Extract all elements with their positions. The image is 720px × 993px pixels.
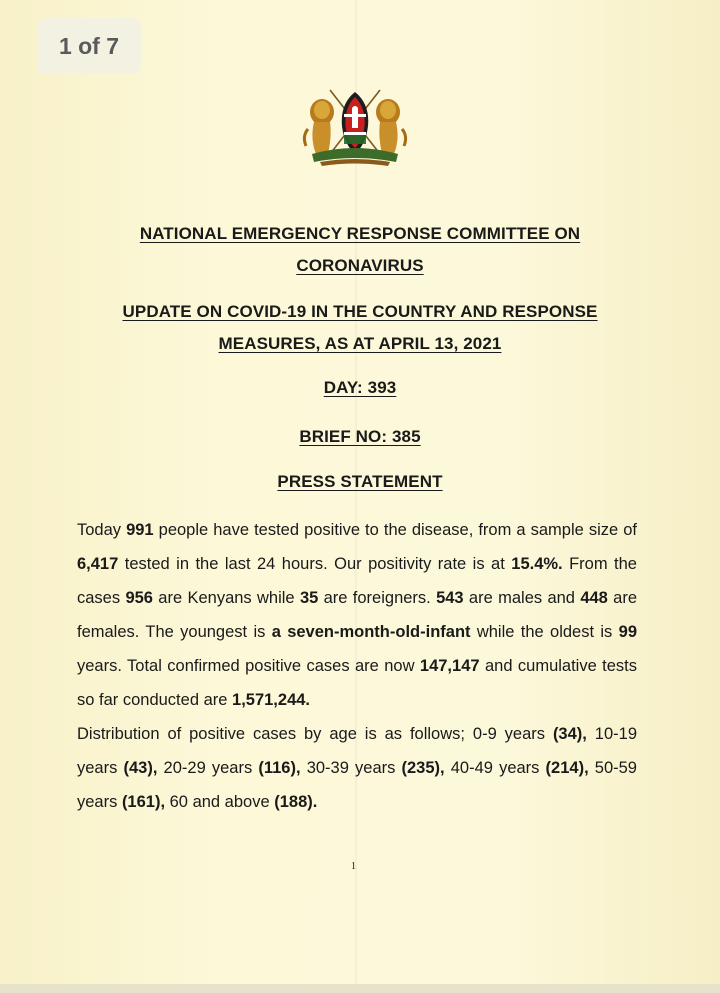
text-run: Distribution of positive cases by age is as follows; xyxy=(77,725,473,743)
age-group-count: (34), xyxy=(552,725,587,743)
kenya-coat-of-arms-icon xyxy=(300,84,410,168)
foreigners-count: 35 xyxy=(299,589,319,607)
text-run: are males and xyxy=(463,589,581,607)
press-statement-title: PRESS STATEMENT xyxy=(277,472,443,491)
age-group-count: (188). xyxy=(274,793,318,811)
youngest-case: a seven-month-old-infant xyxy=(271,623,471,641)
update-title xyxy=(60,296,660,360)
text-run: tested in the last 24 hours. Our positivity rate is at xyxy=(118,555,512,573)
oldest-case: 99 xyxy=(618,623,637,641)
committee-title-line1: NATIONAL EMERGENCY RESPONSE COMMITTEE ON xyxy=(139,224,581,243)
males-count: 543 xyxy=(436,589,464,607)
update-title-line2: MEASURES, AS AT APRIL 13, 2021 xyxy=(218,334,502,353)
positive-count: 991 xyxy=(126,521,154,539)
text-run: are Kenyans while xyxy=(152,589,300,607)
page-indicator-badge xyxy=(37,18,141,74)
age-group-label: 20-29 years xyxy=(157,759,259,777)
committee-title-line2: CORONAVIRUS xyxy=(296,256,424,275)
statement-body xyxy=(77,513,637,819)
kenyans-count: 956 xyxy=(125,589,153,607)
page-indicator-text: 1 of 7 xyxy=(58,32,120,59)
age-group-count: (161), xyxy=(121,793,166,811)
age-group-count: (43), xyxy=(123,759,158,777)
text-run: people have tested positive to the disease, from a sample size of xyxy=(153,521,637,539)
positivity-rate: 15.4%. xyxy=(511,555,563,573)
brief-number: BRIEF NO: 385 xyxy=(299,427,421,446)
update-title-line1: UPDATE ON COVID-19 IN THE COUNTRY AND RESPONSE xyxy=(122,302,598,321)
females-count: 448 xyxy=(580,589,608,607)
cumulative-tests: 1,571,244. xyxy=(232,691,311,709)
bottom-edge xyxy=(0,984,720,993)
day-label: DAY: 393 xyxy=(323,378,397,397)
text-run: are foreigners. xyxy=(318,589,437,607)
age-group-count: (235), xyxy=(401,759,445,777)
text-run: From the cases xyxy=(77,555,637,607)
age-group-count: (116), xyxy=(258,759,301,777)
text-run: years. Total confirmed positive cases are now xyxy=(77,657,420,675)
text-run: while the oldest is xyxy=(470,623,619,641)
age-distribution-paragraph xyxy=(77,717,637,819)
age-group-label: 0-9 years xyxy=(472,725,553,743)
age-group-label: 40-49 years xyxy=(444,759,546,777)
text-run: and cumulative tests so far conducted are xyxy=(77,657,638,709)
total-cases: 147,147 xyxy=(419,657,480,675)
sample-size: 6,417 xyxy=(77,555,119,573)
age-group-count: (214), xyxy=(545,759,589,777)
age-group-label: 50-59 years xyxy=(77,759,637,811)
page-number: 1 xyxy=(351,861,356,872)
text-run: are females. The youngest is xyxy=(77,589,638,641)
age-group-label: 60 and above xyxy=(165,793,275,811)
committee-title xyxy=(60,218,660,282)
text-run: Today xyxy=(77,521,127,539)
cases-paragraph xyxy=(77,513,637,717)
age-group-label: 10-19 years xyxy=(77,725,637,777)
age-group-label: 30-39 years xyxy=(300,759,402,777)
